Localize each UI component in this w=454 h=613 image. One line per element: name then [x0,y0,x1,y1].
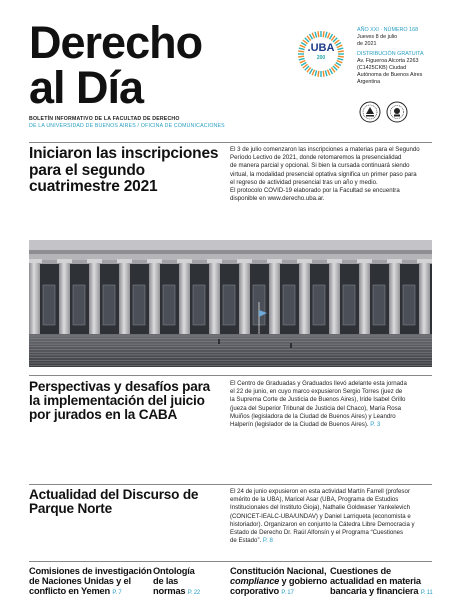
distribution-label: DISTRIBUCIÓN GRATUITA [357,51,424,58]
footer-teaser-yemen[interactable] [29,566,152,598]
compliance-italic: compliance [230,576,280,586]
teaser-line [29,586,152,598]
issue-number: AÑO XXI · NÚMERO 168 [357,27,419,33]
body-line: disponible en www.derecho.uba.ar. [230,195,325,203]
masthead-title [29,17,203,113]
uba-logo-subtext: 200 [316,55,326,61]
teaser-line [153,586,200,598]
address-line: Autónoma de Buenos Aires [357,71,423,78]
body-line: virtual, la modalidad presencial optativa significa un primer paso para [230,170,417,178]
page-ref[interactable]: P. 3 [370,421,381,429]
page-ref: P. 17 [281,590,294,596]
teaser-line-text: normas [153,586,186,596]
teaser-line: Ontología [153,566,195,576]
story-3-headline[interactable] [29,488,198,516]
teaser-line: Comisiones de investigación [29,566,152,576]
headline-line: para el segundo [29,161,145,179]
headline-line: cuatrimestre 2021 [29,178,158,195]
body-line: El protocolo COVID-19 elaborado por la Facultad se encuentra [230,187,400,195]
headline-line: Iniciaron las inscripciones [29,145,219,162]
teaser-line: de Naciones Unidas y el [29,576,131,586]
footer-teaser-bancaria[interactable] [330,566,432,598]
story-2-headline[interactable] [29,380,210,423]
footer-divider [29,561,432,562]
headline-line: Actualidad del Discurso de [29,487,199,502]
footer-teaser-ontologia[interactable] [153,566,200,598]
body-line: emérito de la UBA), Maricel Asar (UBA, Programa de Estudios [230,496,399,504]
teaser-line: compliance y gobierno [230,576,328,586]
address-line: Av. Figueroa Alcorta 2263 [357,58,419,65]
body-line: el 22 de junio, en cuyo marco expusieron Sergio Torres (juez de [230,388,403,396]
title-line-1: Derecho [29,17,203,68]
teaser-line: de las [153,576,179,586]
headline-line: Perspectivas y desafíos para [29,379,211,394]
teaser-line: Cuestiones de [330,566,391,576]
bulletin-subtitle: BOLETÍN INFORMATIVO DE LA FACULTAD DE DERECHO [29,116,180,122]
body-line-text: de Estado”. [230,537,262,545]
bulletin-office: DE LA UNIVERSIDAD DE BUENOS AIRES / OFICINA DE COMUNICACIONES [29,123,225,129]
story-3-body [230,488,435,545]
body-line: Estado de Derecho Dr. Raúl Alfonsín y el Programa “Cuestiones [230,529,404,537]
faculty-seal-icon [359,101,381,123]
address-line: (C1425CKB) Ciudad [357,64,407,71]
teaser-line [330,586,432,598]
section-divider [29,484,432,485]
body-line-text: Halperín (legislador de la Ciudad de Buenos Aires). [230,421,369,429]
body-line: El 3 de julio comenzaron las inscripciones a materias para el Segundo [230,146,420,153]
page-ref: P. 22 [187,590,201,596]
headline-line: Parque Norte [29,501,112,517]
body-line: El Centro de Graduadas y Graduados llevó adelante esta jornada [230,380,407,387]
issue-date-1: Jueves 8 de julio [357,33,398,40]
issue-info [357,27,447,85]
address-line: Argentina [357,78,381,85]
teaser-line: actualidad en materia [330,576,421,586]
title-line-2: al Día [29,62,144,113]
section-divider [29,142,432,143]
university-seal-icon [386,101,408,123]
uba-logo-text: .UBA [307,42,335,54]
story-2-body [230,380,435,429]
faculty-building-photo [29,240,432,367]
teaser-line-text: conflicto en Yemen [29,586,110,596]
teaser-line: Constitución Nacional, [230,566,327,576]
teaser-line [230,586,327,598]
body-line: la Suprema Corte de Justicia de Buenos Aires), Iride Isabel Grillo [230,396,406,404]
page-ref: P. 7 [112,590,122,596]
uba-200-logo [297,30,345,78]
section-divider [29,375,432,376]
body-line: Institucionales del Instituto Gioja), Nathalie Goldwaser Yankelevich [230,504,410,512]
teaser-line-text: corporativo [230,586,279,596]
body-line [230,537,435,545]
issue-date-2: de 2021 [357,40,377,47]
body-line: de manera parcial y opcional. Si bien la cursada continuará siendo [230,162,410,170]
body-line: el regreso de actividad presencial tras un año y medio. [230,178,378,186]
body-line [230,421,435,429]
page-ref: P. 11 [420,590,433,596]
body-line: El 24 de junio expusieron en esta actividad Martín Farrell (profesor [230,488,410,495]
story-1-body [230,146,435,203]
body-line: historiador). Organizaron en conjunto la Cátedra Libre Democracia y [230,520,415,528]
body-line: Período Lectivo de 2021, donde retomaremos la presencialidad [230,154,402,162]
story-1-headline[interactable] [29,146,218,196]
body-line: (jueza del Superior Tribunal de Justicia del Chaco), María Rosa [230,404,402,412]
footer-teaser-compliance[interactable] [230,566,327,598]
teaser-line-text: bancaria y financiera [330,586,419,596]
body-line: (CONICET-IEALC-UBA/UNDAV) y Daniel Larriqueta (economista e [230,512,411,520]
body-line: Muiños (legisladora de la Ciudad de Buenos Aires) y Leandro [230,412,396,420]
page-ref[interactable]: P. 8 [262,537,273,545]
headline-line: por jurados en la CABA [29,407,178,423]
headline-line: la implementación del juicio [29,393,205,409]
